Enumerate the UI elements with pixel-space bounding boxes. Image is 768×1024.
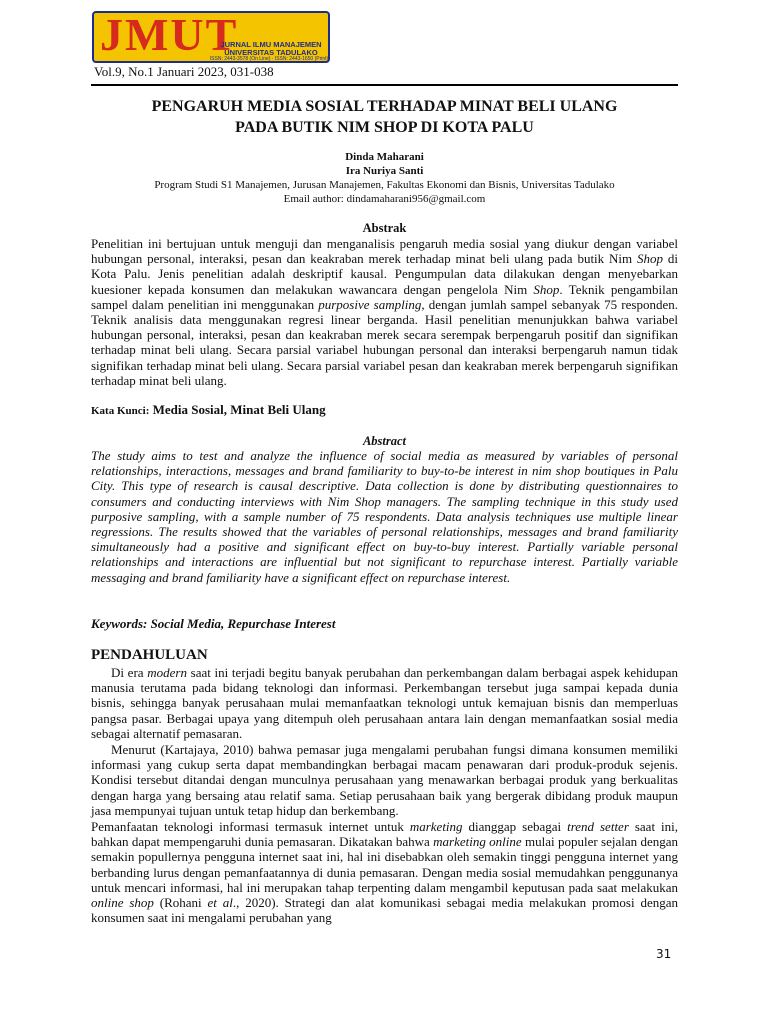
header-rule bbox=[91, 84, 678, 86]
intro-paragraph-3: Pemanfaatan teknologi informasi termasuk internet untuk marketing dianggap sebagai trend setter saat ini, bahkan dapat mempengaruhi dunia pemasaran. Dikatakan bahwa marketing online mulai populer sejalan dengan semakin popullernya pengguna internet saat ini, hal ini disebabkan oleh semakin tinggi pengguna internet yang berbanding lurus dengan pemanfaatannya di dunia pemasaran. Dengan media sosial memudahkan penggunanya untuk mencari informasi, hal ini merupakan tahap terpenting dalam mengambil keputusan pada saat melakukan online shop (Rohani et al., 2020). Strategi dan alat komunikasi sebagai media melakukan promosi dengan konsumen saat ini mengalami perubahan yang bbox=[91, 819, 679, 926]
section-heading: PENDAHULUAN bbox=[91, 647, 208, 663]
logo-subtitle: JURNAL ILMU MANAJEMEN UNIVERSITAS TADULAKO bbox=[220, 40, 322, 57]
author-2: Ira Nuriya Santi bbox=[345, 165, 424, 177]
journal-logo bbox=[92, 11, 330, 63]
title-line-1: PENGARUH MEDIA SOSIAL TERHADAP MINAT BELI ULANG bbox=[151, 98, 618, 115]
affiliation: Program Studi S1 Manajemen, Jurusan Manajemen, Fakultas Ekonomi dan Bisnis, Universitas Tadulako bbox=[154, 179, 615, 191]
kata-kunci: Kata Kunci: Media Sosial, Minat Beli Ulang bbox=[91, 402, 326, 417]
keywords: Keywords: Social Media, Repurchase Interest bbox=[91, 616, 336, 631]
intro-paragraph-1: Di era modern saat ini terjadi begitu banyak perubahan dan perkembangan dalam berbagai aspek kehidupan manusia terutama pada bidang teknologi dan informasi. Perkembangan tersebut juga sampai kepada dunia bisnis, sehingga banyak perusahaan mulai memanfaatkan teknologi untuk kemajuan bisnis dan memperluas pangsa pasar. Berbagai upaya yang ditempuh oleh perusahaan antara lain dengan memanfaatkan sosial media sebagai alternatif pemasaran. bbox=[91, 665, 678, 741]
volume-info: Vol.9, No.1 Januari 2023, 031-038 bbox=[94, 64, 274, 79]
page-number: 31 bbox=[656, 947, 672, 961]
author-1: Dinda Maharani bbox=[345, 151, 424, 163]
intro-paragraph-2: Menurut (Kartajaya, 2010) bahwa pemasar juga mengalami perubahan fungsi dimana konsumen memiliki informasi yang cukup serta dapat membandingkan berbagai macam penawaran dari produk-produk sejenis. Kondisi tersebut ditandai dengan munculnya perusahaan yang menawarkan berbagai produk yang berkualitas dengan harga yang bersaing atau relatif sama. Setiap perusahaan baik yang bergerak dibidang produk maupun jasa mempunyai tujuan untuk tetap hidup dan berkembang. bbox=[91, 742, 678, 818]
author-email: Email author: dindamaharani956@gmail.com bbox=[283, 193, 486, 205]
abstrak-heading: Abstrak bbox=[362, 221, 407, 235]
logo-wordmark: JMUT bbox=[100, 11, 239, 60]
title-line-2: PADA BUTIK NIM SHOP DI KOTA PALU bbox=[235, 119, 534, 136]
logo-issn: ISSN: 2443-3578 (On Line) · ISSN: 2443-1650 (Print) bbox=[209, 56, 329, 62]
abstract-heading: Abstract bbox=[362, 434, 407, 448]
paper-title bbox=[91, 96, 678, 138]
abstract-body: The study aims to test and analyze the influence of social media as measured by variables of personal relationships, interactions, messages and brand familiarity to buy-to-be interest in nim shop boutiques in Palu City. This type of research is causal descriptive. Data collection is done by distributing questionnaires to consumers and conducting interviews with Nim Shop managers. The sampling technique in this study used purposive sampling, with a sample number of 75 respondents. Data analysis techniques use multiple linear regressions. The results showed that the variables of personal relationships, messages and brand familiarity simultaneously had a positive and significant effect on buy-to-buy interest. Partially variable personal relationships and interactions are influential but not significant to repurchase interest. Partially variable messaging and brand familiarity have a significant effect on repurchase interest. bbox=[91, 448, 678, 585]
abstrak-body: Penelitian ini bertujuan untuk menguji dan menganalisis pengaruh media sosial yang diukur dengan variabel hubungan personal, interaksi, pesan dan keakraban merek terhadap minat beli ulang pada butik Nim Shop di Kota Palu. Jenis penelitian adalah deskriptif kausal. Pengumpulan data dilakukan dengan menyebarkan kuesioner kepada konsumen dan melakukan wawancara dengan pengelola Nim Shop. Teknik pengambilan sampel dalam penelitian ini menggunakan purposive sampling, dengan jumlah sampel sebanyak 75 responden. Teknik analisis data menggunakan regresi linear berganda. Hasil penelitian menunjukkan bahwa variabel hubungan personal, interaksi, pesan dan keakraban merek secara serempak berpengaruh positif dan signifikan terhadap minat beli ulang. Secara parsial variabel hubungan personal dan interaksi berpengaruh namun tidak signifikan terhadap minat beli ulang. Secara parsial variabel pesan dan keakraban merek berpengaruh signifikan terhadap minat beli ulang. bbox=[91, 236, 678, 388]
